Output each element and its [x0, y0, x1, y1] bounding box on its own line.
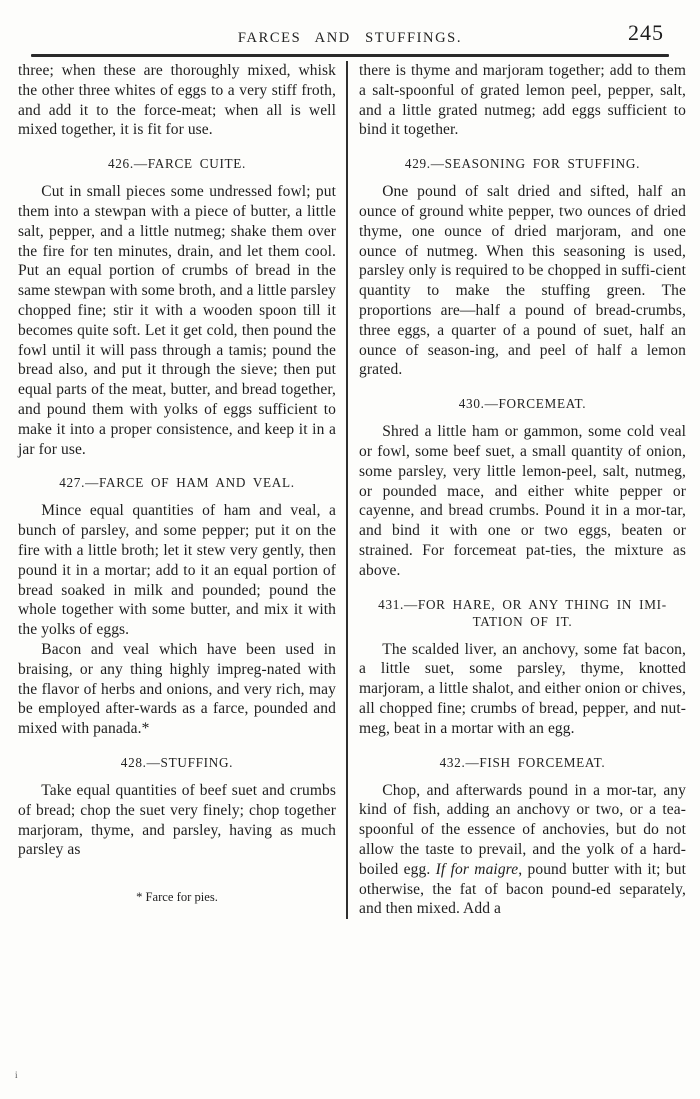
- recipe-heading-426: 426.—FARCE CUITE.: [107, 156, 247, 172]
- recipe-432-body-start: Chop, and afterwards pound in a mor-tar, any kind of fish, adding an anchovy or two, or a tea-spoonful of the essence of anchovies, but do not allow the taste to prevail, and the yolk of a hard-boiled egg.: [359, 781, 686, 878]
- recipe-heading-431: [359, 596, 686, 630]
- recipe-heading-431-line2: TATION OF IT.: [472, 613, 573, 629]
- right-column: [346, 61, 686, 919]
- running-title: FARCES AND STUFFINGS.: [237, 30, 463, 46]
- recipe-426-body: Cut in small pieces some undressed fowl; put them into a stewpan with a piece of butter, a little salt, pepper, and a little nutmeg; shake them over the fire for ten minutes, drain, and let them cool. Put an equal portion of crumbs of bread in the same stewpan with some broth, and a little parsley chopped fine; stir it with a wooden spoon till it becomes quite soft. Let it get cold, then pound the fowl until it will pass through a tamis; pound the bread also, and put it through the sieve; then put equal parts of the meat, butter, and bread together, and pound them with yolks of eggs sufficient to make it into a proper consistence, and keep it in a jar for use.: [18, 183, 336, 458]
- recipe-heading-428: 428.—STUFFING.: [120, 754, 234, 770]
- paragraph-continuation: three; when these are thoroughly mixed, whisk the other three whites of eggs to a very stiff froth, and add it to the force-meat; when all is well mixed together, it is fit for use.: [18, 62, 336, 139]
- recipe-428-body: Take equal quantities of beef suet and crumbs of bread; chop the suet very finely; chop together marjoram, thyme, and parsley, having as much parsley as: [18, 781, 336, 859]
- recipe-427-body-1: Mince equal quantities of ham and veal, a bunch of parsley, and some pepper; put it on the fire with a little broth; let it stew very gently, then pound it in a mortar; add to it an equal portion of bread soaked in milk and pounded; pound the whole together with some butter, and mix it with the yolks of eggs.: [18, 502, 336, 639]
- recipe-432-body-italic: If for maigre: [435, 860, 519, 878]
- page-number: 245: [628, 20, 664, 45]
- recipe-heading-427: 427.—FARCE OF HAM AND VEAL.: [59, 475, 295, 491]
- recipe-heading-432: 432.—FISH FORCEMEAT.: [439, 754, 606, 770]
- recipe-431-body: The scalded liver, an anchovy, some fat bacon, a little suet, some parsley, thyme, knotted marjoram, a little shalot, and either onion or chives, all chopped fine; crumbs of bread, pepper, and nut-meg, beat in a mortar with an egg.: [359, 640, 686, 737]
- recipe-432-body: [359, 781, 686, 920]
- recipe-heading-429: 429.—SEASONING FOR STUFFING.: [404, 156, 641, 172]
- left-column: [18, 61, 346, 919]
- recipe-heading-431-line1: 431.—FOR HARE, OR ANY THING IN IMI-: [378, 596, 667, 612]
- footnote: * Farce for pies.: [136, 890, 218, 905]
- recipe-heading-430: 430.—FORCEMEAT.: [458, 396, 587, 412]
- recipe-429-body: One pound of salt dried and sifted, half an ounce of ground white pepper, two ounces of dried thyme, one ounce of dried marjoram, and one ounce of nutmeg. When this seasoning is used, parsley only is required to be chopped in suffi-cient quantity to make the stuffing green. The proportions are—half a pound of bread-crumbs, three eggs, a quarter of a pound of suet, half an ounce of season-ing, and peel of half a lemon grated.: [359, 183, 686, 379]
- recipe-430-body: Shred a little ham or gammon, some cold veal or fowl, some beef suet, a small quantity of onion, some parsley, very little lemon-peel, salt, nutmeg, or pounded mace, and either white pepper or cayenne, and bread crumbs. Pound it in a mor-tar, and bind it with one or two eggs, beaten or strained. For forcemeat pat-ties, the mixture as above.: [359, 423, 686, 579]
- text-columns: [0, 57, 700, 919]
- page-header: [0, 0, 700, 54]
- recipe-432-body-end: , pound butter with it; but otherwise, the fat of bacon pound-ed separately, and then mixed. Add a: [359, 860, 686, 918]
- recipe-427-body-2: Bacon and veal which have been used in braising, or any thing highly impreg-nated with the flavor of herbs and onions, and very rich, may be employed after-wards as a farce, pounded and mixed with panada.*: [18, 640, 336, 738]
- scan-artifact: i: [15, 1070, 18, 1080]
- paragraph-continuation: there is thyme and marjoram together; add to them a salt-spoonful of grated lemon peel, pepper, salt, and a little grated nutmeg; add eggs sufficient to bind it together.: [359, 62, 686, 139]
